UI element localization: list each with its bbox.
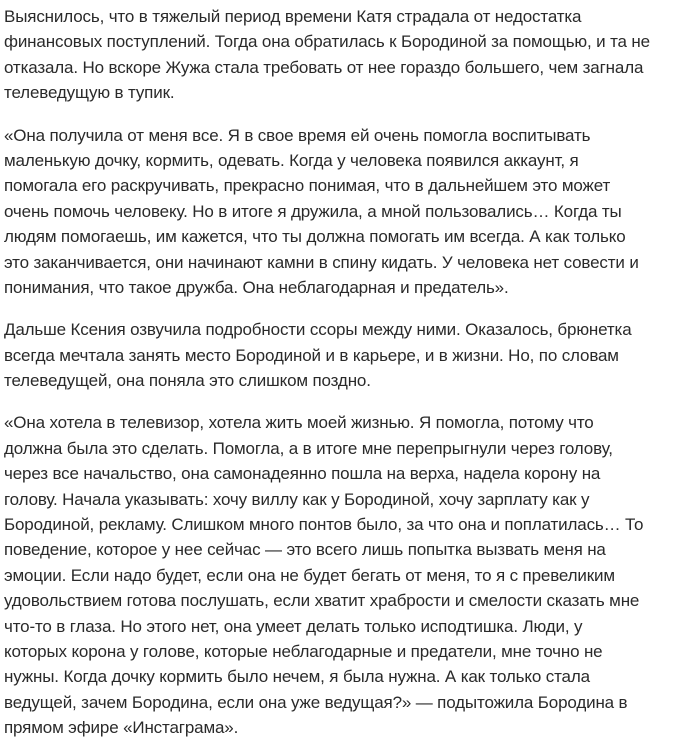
text-line: маленькую дочку, кормить, одевать. Когда у человека появился аккаунт, я xyxy=(4,150,579,170)
text-line: отказала. Но вскоре Жужа стала требовать от нее гораздо большего, чем загнала xyxy=(4,57,644,77)
text-line: понимания, что такое дружба. Она неблагодарная и предатель». xyxy=(4,277,509,297)
text-line: всегда мечтала занять место Бородиной и в карьере, и в жизни. Но, по словам xyxy=(4,345,619,365)
text-line: голову. Начала указывать: хочу виллу как у Бородиной, хочу зарплату как у xyxy=(4,489,590,509)
text-line: «Она получила от меня все. Я в свое время ей очень помогла воспитывать xyxy=(4,125,591,145)
paragraph xyxy=(4,410,699,740)
text-line: удовольствием готова послушать, если хватит храбрости и смелости сказать мне xyxy=(4,591,640,611)
text-line: через все начальство, она самонадеянно пошла на верха, надела корону на xyxy=(4,464,601,484)
text-line: телеведущей, она поняла это слишком поздно. xyxy=(4,371,371,391)
text-line: ведущей, зачем Бородина, если она уже ведущая?» — подытожила Бородина в xyxy=(4,692,628,712)
paragraph xyxy=(4,123,699,301)
text-line: что-то в глаза. Но этого нет, она умеет делать только исподтишка. Люди, у xyxy=(4,616,583,636)
text-line: людям помогаешь, им кажется, что ты должна помогать им всегда. А как только xyxy=(4,227,626,247)
text-line: поведение, которое у нее сейчас — это всего лишь попытка вызвать меня на xyxy=(4,540,606,560)
text-line: помогала его раскручивать, прекрасно понимая, что в дальнейшем это может xyxy=(4,176,611,196)
text-line: которых корона у голове, которые неблагодарные и предатели, мне точно не xyxy=(4,641,603,661)
paragraph xyxy=(4,317,699,393)
text-line: Выяснилось, что в тяжелый период времени Катя страдала от недостатка xyxy=(4,7,582,26)
text-line: эмоции. Если надо будет, если она не будет бегать от меня, то я с превеликим xyxy=(4,565,615,585)
text-line: финансовых поступлений. Тогда она обратилась к Бородиной за помощью, и та не xyxy=(4,32,650,52)
text-line: Дальше Ксения озвучила подробности ссоры между ними. Оказалось, брюнетка xyxy=(4,320,632,340)
text-line: «Она хотела в телевизор, хотела жить моей жизнью. Я помогла, потому что xyxy=(4,413,594,433)
text-line: очень помочь человеку. Но в итоге я дружила, а мной пользовались… Когда ты xyxy=(4,201,622,221)
text-line: это заканчивается, они начинают камни в спину кидать. У человека нет совести и xyxy=(4,252,639,272)
text-line: должна была это сделать. Помогла, а в итоге мне перепрыгнули через голову, xyxy=(4,438,613,458)
text-line: прямом эфире «Инстаграма». xyxy=(4,718,239,738)
text-line: нужны. Когда дочку кормить было нечем, я была нужна. А как только стала xyxy=(4,667,590,687)
text-line: Бородиной, рекламу. Слишком много понтов было, за что она и поплатилась… То xyxy=(4,515,644,535)
paragraph xyxy=(4,4,699,106)
text-line: телеведущую в тупик. xyxy=(4,83,175,103)
